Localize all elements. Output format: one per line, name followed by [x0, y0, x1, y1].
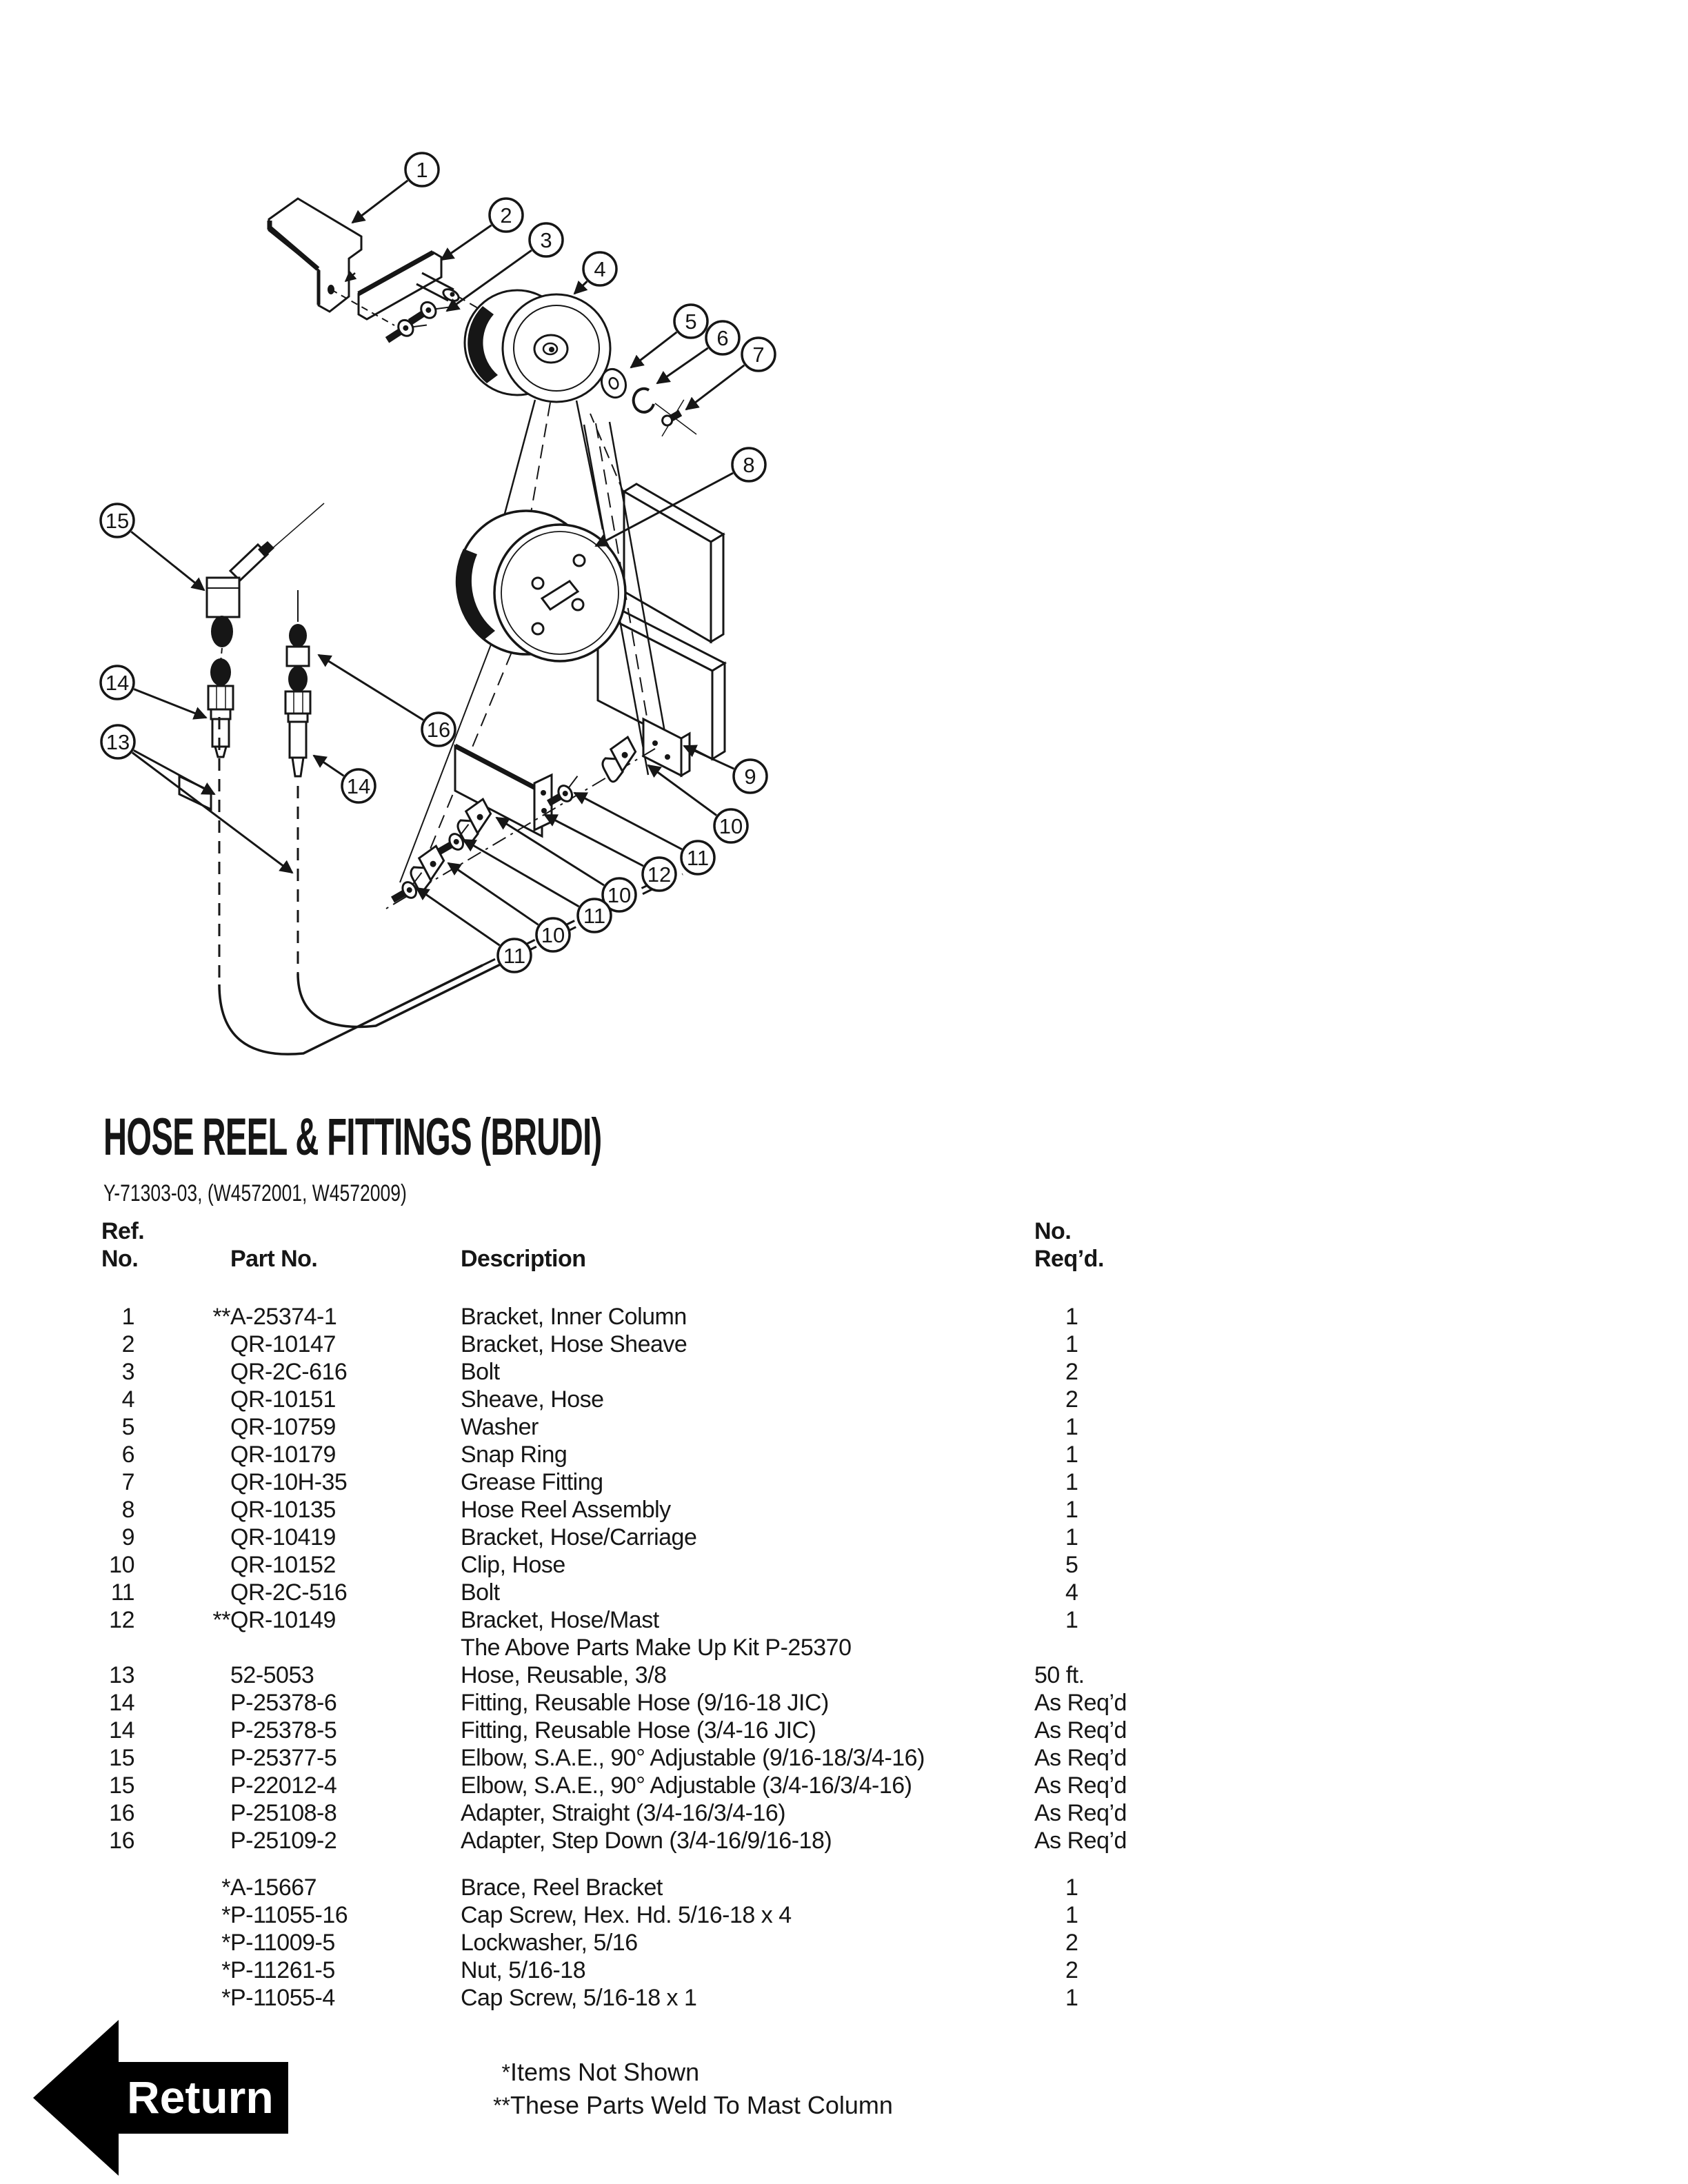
callout-5: [631, 305, 707, 367]
table-row: 4 QR-10151 Sheave, Hose 2: [121, 1386, 1078, 1413]
hose-outer: [219, 717, 656, 1054]
callout-10: [496, 818, 636, 911]
table-row: 7 QR-10H-35 Grease Fitting 1: [121, 1469, 1078, 1495]
table-row: The Above Parts Make Up Kit P-25370: [461, 1635, 852, 1661]
table-row: *P-11055-4 Cap Screw, 5/16-18 x 1 1: [221, 1985, 1078, 2011]
svg-text:1: 1: [416, 158, 428, 182]
footnote-2-star: **: [493, 2093, 510, 2118]
callout-1: [352, 153, 439, 223]
table-row: *P-11009-5 Lockwasher, 5/16 2: [221, 1930, 1078, 1956]
svg-text:10: 10: [607, 883, 632, 907]
footnote-1-star: *: [501, 2060, 510, 2085]
table-header: [83, 1217, 1145, 1273]
callout-11: [574, 793, 714, 874]
table-row: 14 P-25378-5 Fitting, Reusable Hose (3/4-16 JIC) As Req’d: [109, 1717, 1127, 1743]
table-row: 15 P-22012-4 Elbow, S.A.E., 90° Adjustable (3/4-16/3/4-16) As Req’d: [109, 1772, 1127, 1799]
svg-text:7: 7: [752, 343, 765, 367]
hose-sheave: [465, 290, 610, 402]
callout-2: [441, 199, 523, 260]
svg-text:12: 12: [647, 862, 672, 887]
svg-text:14: 14: [105, 671, 130, 695]
callout-11: [416, 888, 531, 972]
svg-text:16: 16: [426, 718, 451, 742]
table-row: 3 QR-2C-616 Bolt 2: [121, 1359, 1078, 1385]
svg-text:14: 14: [346, 774, 371, 798]
svg-text:3: 3: [540, 228, 552, 252]
adapter-16: [287, 590, 309, 666]
svg-text:9: 9: [744, 765, 756, 789]
header-part: Part No.: [230, 1246, 318, 1272]
table-row: *A-15667 Brace, Reel Bracket 1: [221, 1874, 1078, 1901]
table-row: 11 QR-2C-516 Bolt 4: [110, 1579, 1078, 1606]
table-row: 2 QR-10147 Bracket, Hose Sheave 1: [121, 1331, 1078, 1357]
table-row: 12 **QR-10149 Bracket, Hose/Mast 1: [109, 1607, 1078, 1633]
footnote-1: [455, 2056, 893, 2089]
table-row: 16 P-25108-8 Adapter, Straight (3/4-16/3/4-16) As Req’d: [109, 1800, 1127, 1826]
table-row: *P-11055-16 Cap Screw, Hex. Hd. 5/16-18 x 4 1: [221, 1902, 1078, 1928]
callout-12: [545, 815, 676, 891]
callout-16: [319, 655, 455, 746]
table-row: *P-11261-5 Nut, 5/16-18 2: [221, 1957, 1078, 1983]
hose-fitting-14b: [285, 666, 310, 776]
svg-text:2: 2: [500, 203, 512, 228]
callout-14: [101, 666, 206, 718]
svg-text:11: 11: [686, 846, 710, 870]
header-ref-2: No.: [101, 1246, 139, 1272]
table-row: 6 QR-10179 Snap Ring 1: [121, 1442, 1078, 1468]
hose-cut-flag: [179, 776, 211, 809]
callout-10: [448, 863, 570, 951]
hose-fitting-14a: [208, 658, 233, 757]
table-row: 5 QR-10759 Washer 1: [121, 1414, 1078, 1440]
snap-ring: [634, 389, 654, 412]
svg-text:11: 11: [503, 944, 526, 968]
table-row: 1 **A-25374-1 Bracket, Inner Column 1: [121, 1304, 1078, 1330]
svg-text:4: 4: [594, 257, 606, 281]
svg-text:8: 8: [743, 453, 755, 477]
svg-text:5: 5: [685, 310, 697, 334]
svg-text:13: 13: [106, 730, 130, 754]
svg-text:10: 10: [719, 814, 743, 838]
callout-4: [574, 252, 616, 294]
header-ref-1: Ref.: [101, 1218, 145, 1244]
table-row: 16 P-25109-2 Adapter, Step Down (3/4-16/9/16-18) As Req’d: [109, 1828, 1127, 1854]
footnote-2: [455, 2089, 893, 2122]
table-row: 13 52-5053 Hose, Reusable, 3/8 50 ft.: [109, 1662, 1085, 1688]
svg-text:15: 15: [105, 509, 130, 533]
footnote-1-text: Items Not Shown: [510, 2058, 700, 2086]
return-button-label: Return: [117, 2062, 288, 2134]
table-row: 14 P-25378-6 Fitting, Reusable Hose (9/16-18 JIC) As Req’d: [109, 1690, 1127, 1716]
hose-reel-assembly: [456, 511, 625, 661]
table-row: 9 QR-10419 Bracket, Hose/Carriage 1: [121, 1524, 1078, 1550]
return-arrow-icon: [33, 2020, 119, 2176]
table-row: 10 QR-10152 Clip, Hose 5: [109, 1552, 1078, 1578]
table-row: 15 P-25377-5 Elbow, S.A.E., 90° Adjustable (9/16-18/3/4-16) As Req’d: [109, 1745, 1127, 1771]
callout-9: [684, 746, 767, 793]
parts-table-rows: [83, 1303, 1145, 2012]
page-subtitle: Y-71303-03, (W4572001, W4572009): [103, 1180, 407, 1206]
footnotes: [455, 2056, 893, 2122]
header-qty-2: Req’d.: [1034, 1246, 1104, 1272]
header-desc: Description: [461, 1246, 586, 1272]
header-qty-1: No.: [1034, 1218, 1072, 1244]
table-row: 8 QR-10135 Hose Reel Assembly 1: [121, 1497, 1078, 1523]
page-title: HOSE REEL & FITTINGS (BRUDI): [103, 1108, 602, 1166]
footnote-2-text: These Parts Weld To Mast Column: [510, 2091, 893, 2119]
callout-15: [101, 504, 204, 590]
callout-11: [463, 840, 611, 932]
return-button[interactable]: [33, 2020, 288, 2176]
svg-text:11: 11: [583, 904, 606, 928]
svg-text:6: 6: [716, 326, 729, 350]
svg-text:10: 10: [541, 923, 565, 947]
callout-14: [314, 756, 375, 802]
